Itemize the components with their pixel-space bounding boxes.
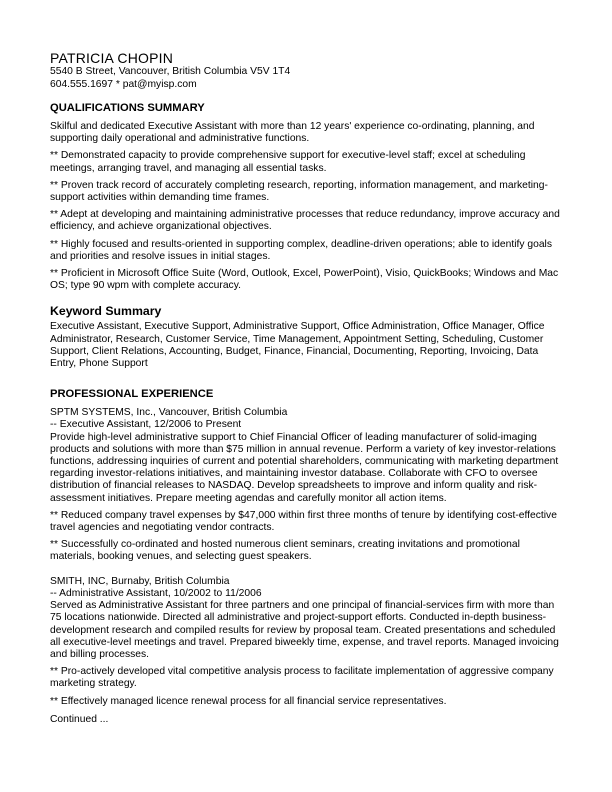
experience-heading: PROFESSIONAL EXPERIENCE (50, 388, 214, 401)
qualification-bullet: ** Demonstrated capacity to provide comprehensive support for executive-level staff; excel at scheduling meetings, arranging travel, and managing all essential tasks. (50, 150, 526, 174)
keyword-summary-text: Executive Assistant, Executive Support, Administrative Support, Office Administration, Office Manager, Office Administrator, Research, Customer Service, Time Management, Appointment Setting, Scheduling, Customer Support, Client Relations, Accounting, Budget, Finance, Financial, Documenting, Reporting, Invoicing, Data Entry, Phone Support (50, 321, 545, 370)
job-bullet: ** Pro-actively developed vital competitive analysis process to facilitate implementation of aggressive company marketing strategy. (50, 666, 554, 690)
qualification-bullet: ** Proven track record of accurately completing research, reporting, information management, and marketing-support activities within demanding time frames. (50, 179, 548, 204)
job-entry (50, 576, 562, 708)
qualification-bullet: ** Highly focused and results-oriented in supporting complex, deadline-driven operations; able to identify goals and priorities and resolve issues in initial stages. (50, 238, 552, 262)
job-title: -- Administrative Assistant, 10/2002 to 11/2006 (50, 587, 262, 599)
job-bullet: ** Successfully co-ordinated and hosted numerous client seminars, creating invitations and promotional materials, booking venues, and selecting guest speakers. (50, 539, 520, 563)
job-company: SMITH, INC, Burnaby, British Columbia (50, 575, 230, 587)
address-line: 5540 B Street, Vancouver, British Columbia V5V 1T4 (50, 66, 291, 77)
keyword-summary-heading: Keyword Summary (50, 304, 162, 319)
qualification-bullet: ** Adept at developing and maintaining administrative processes that reduce redundancy, improve accuracy and efficiency, and achieve organizational objectives. (50, 209, 560, 233)
qualification-bullet: ** Proficient in Microsoft Office Suite (Word, Outlook, Excel, PowerPoint), Visio, QuickBooks; Windows and Mac OS; type 90 wpm with complete accuracy. (50, 268, 559, 292)
job-description: Served as Administrative Assistant for three partners and one principal of financial-services firm with more than 75 locations nationwide. Directed all administrative and project-support efforts. Conducted in-depth business-development research and compiled results for review by proposal team. Created presentations and scheduled all executive-level meetings and travel. Prepared biweekly time, expense, and travel reports. Managed invoicing and billing processes. (50, 600, 559, 660)
phone-email-line: 604.555.1697 * pat@myisp.com (50, 78, 197, 90)
job-title: -- Executive Assistant, 12/2006 to Present (50, 419, 242, 431)
job-description: Provide high-level administrative support to Chief Financial Officer of leading manufacturer of solid-imaging products and solutions with more than $75 million in annual revenue. Perform a variety of key investor-relations functions, addressing inquiries of current and potential shareholders, communicating with marketing department regarding investor-relations initiatives, and maintaining investor database. Collaborate with CFO to oversee distribution of financial releases to NASDAQ. Develop spreadsheets to improve and inform quality and risk-assessment initiatives. Prepare meeting agendas and carefully monitor all action items. (50, 431, 559, 504)
resume-page (50, 50, 562, 726)
job-bullet: ** Reduced company travel expenses by $47,000 within first three months of tenure by identifying cost-effective travel agencies and negotiating vendor contracts. (50, 509, 557, 534)
job-bullet: ** Effectively managed licence renewal process for all financial service representatives. (50, 695, 447, 707)
job-company: SPTM SYSTEMS, Inc., Vancouver, British Columbia (50, 407, 288, 419)
applicant-name: PATRICIA CHOPIN (50, 50, 174, 66)
job-entry (50, 407, 562, 563)
continued-note: Continued ... (50, 713, 109, 725)
qualifications-intro: Skilful and dedicated Executive Assistant with more than 12 years' experience co-ordinating, planning, and supporting daily operational and administrative functions. (50, 121, 535, 145)
qualifications-heading: QUALIFICATIONS SUMMARY (50, 102, 205, 114)
